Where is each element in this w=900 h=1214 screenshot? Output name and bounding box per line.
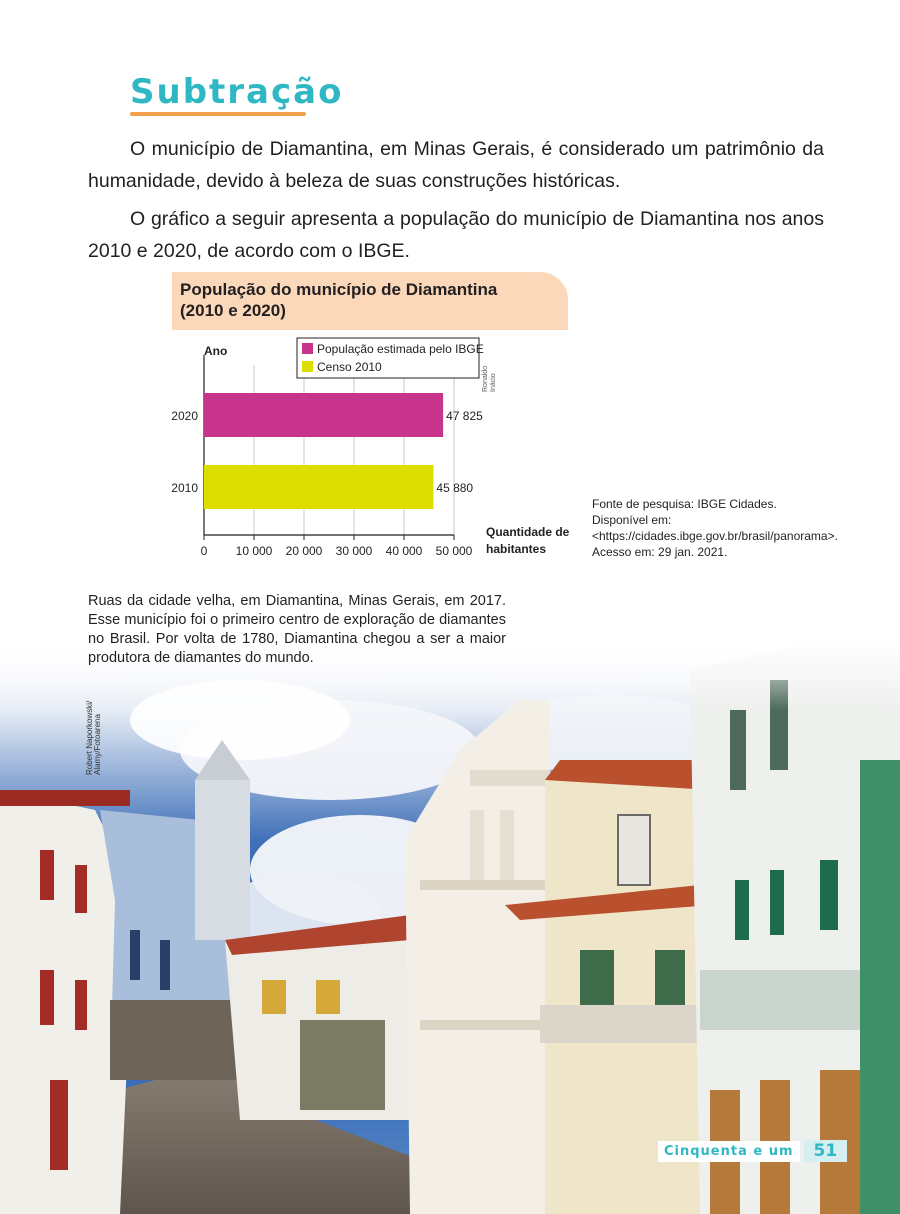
bar-2020 xyxy=(204,393,443,437)
y-tick-label: 2020 xyxy=(171,409,198,423)
intro-paragraph: O município de Diamantina, em Minas Gerais, é considerado um patrimônio da humanidade, devido à beleza de suas construções históricas. xyxy=(88,138,824,192)
x-tick-label: 0 xyxy=(200,544,208,558)
x-tick-label: 40 000 xyxy=(385,544,423,558)
bar-2010 xyxy=(204,465,433,509)
source-note: Fonte de pesquisa: IBGE Cidades. Disponível em: <https://cidades.ibge.gov.br/brasil/panorama>. Acesso em: 29 jan. 2021. xyxy=(592,497,838,559)
x-axis-label: Quantidade de habitantes xyxy=(486,525,570,556)
x-tick-label: 20 000 xyxy=(285,544,323,558)
photo-caption: Ruas da cidade velha, em Diamantina, Minas Gerais, em 2017. Esse município foi o primeiro centro de exploração de diamantes no Brasil. Por volta de 1780, Diamantina chegou a ser a maior produtora de diamantes do mundo. xyxy=(88,593,506,666)
legend-label: Censo 2010 xyxy=(317,360,382,374)
x-tick-label: 50 000 xyxy=(435,544,473,558)
bar-value-label: 45 880 xyxy=(436,481,474,495)
legend-swatch xyxy=(302,361,313,372)
x-tick-label: 10 000 xyxy=(235,544,273,558)
page-footer xyxy=(658,1140,847,1162)
y-tick-label: 2010 xyxy=(171,481,198,495)
population-bar-chart xyxy=(160,335,590,565)
y-axis-label: Ano xyxy=(204,344,228,358)
legend-label: População estimada pelo IBGE xyxy=(317,342,484,356)
title-underline xyxy=(130,112,306,116)
page-number: 51 xyxy=(804,1140,848,1162)
chart-intro-paragraph: O gráfico a seguir apresenta a população do município de Diamantina nos anos 2010 e 2020, de acordo com o IBGE. xyxy=(88,208,824,262)
chart-title: População do município de Diamantina (2010 e 2020) xyxy=(180,280,498,320)
diamantina-street-photo xyxy=(0,640,900,1214)
legend-swatch xyxy=(302,343,313,354)
page-number-words: Cinquenta e um xyxy=(658,1141,800,1162)
chart-credit: Ronaldo Inácio xyxy=(482,365,497,392)
bar-value-label: 47 825 xyxy=(446,409,483,423)
x-tick-label: 30 000 xyxy=(335,544,373,558)
page-title: Subtração xyxy=(130,72,344,112)
photo-credit: Robert Naporkowski/ Alamy/Fotoarena xyxy=(85,700,102,775)
